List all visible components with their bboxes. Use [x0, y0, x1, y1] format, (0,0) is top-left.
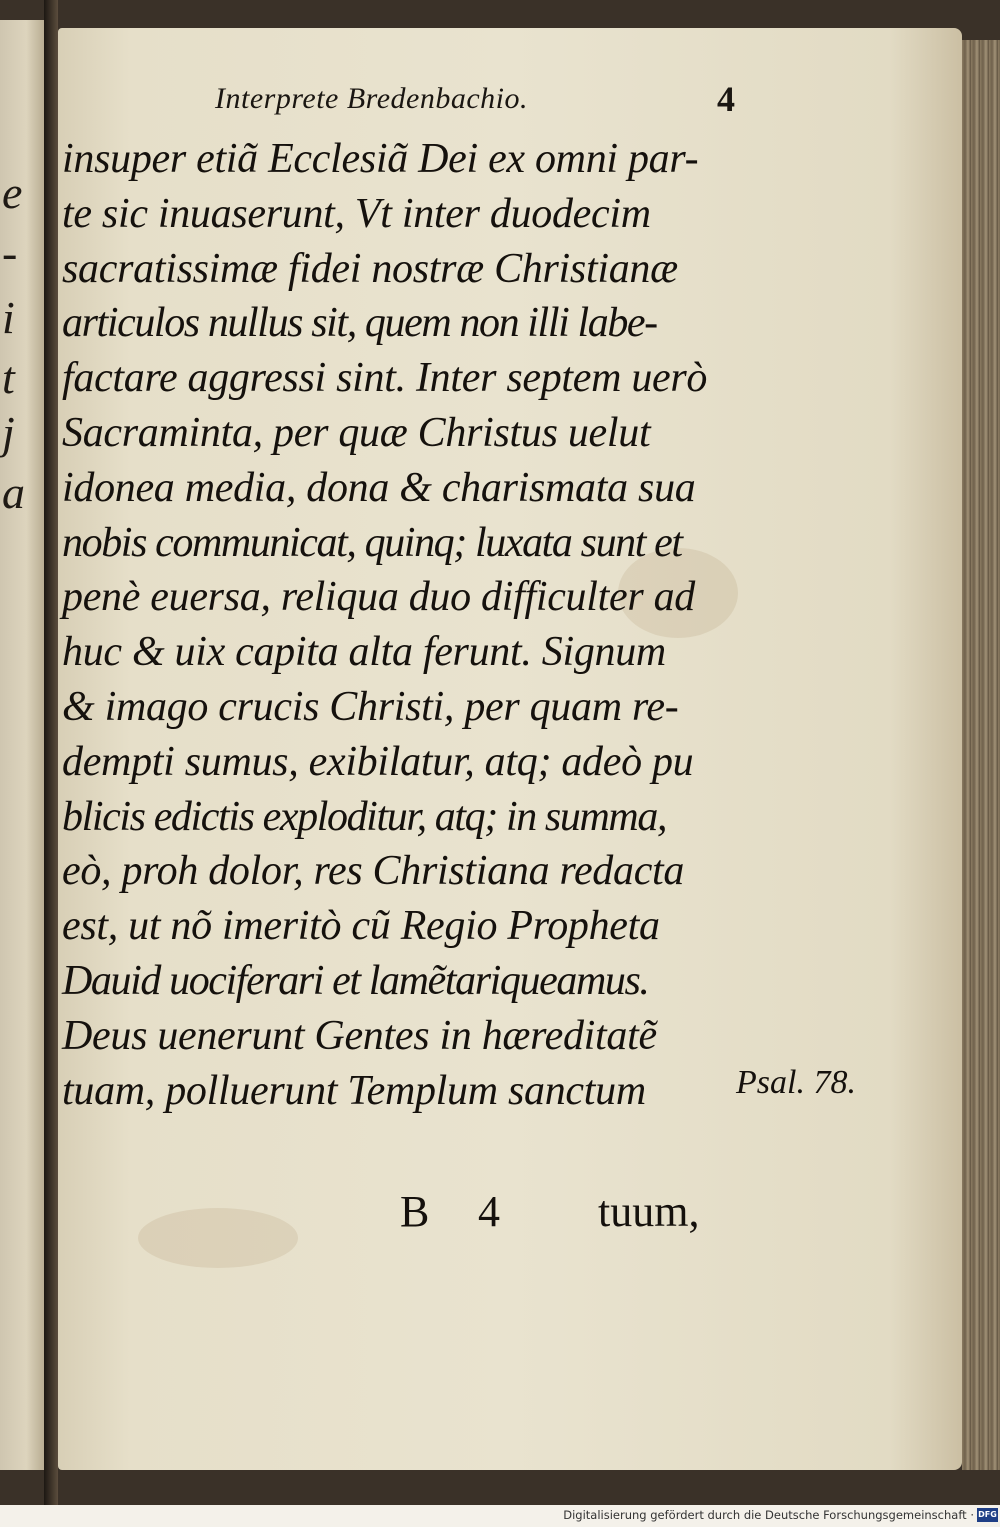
catchword: tuum,	[598, 1187, 700, 1236]
page-number: 4	[717, 79, 735, 119]
book-gutter	[44, 0, 58, 1505]
text-line: est, ut nõ imeritò cũ Regio Propheta	[62, 903, 660, 950]
left-page-fragment: i	[2, 292, 15, 343]
text-line: idonea media, dona & charismata sua	[62, 464, 696, 511]
text-line: penè euersa, reliqua duo difficulter ad	[62, 574, 695, 621]
text-line: sacratissimæ fidei nostræ Christianæ	[62, 245, 678, 292]
text-line: articulos nullus sit, quem non illi labe-	[62, 300, 657, 347]
left-page-fragment: a	[2, 467, 25, 518]
text-line: eò, proh dolor, res Christiana redacta	[62, 848, 685, 895]
text-line: insuper etiã Ecclesiã Dei ex omni par-	[62, 136, 699, 182]
text-line: dempti sumus, exibilatur, atq; adeò pu	[62, 738, 694, 785]
marginal-note: Psal. 78.	[736, 1064, 856, 1101]
left-page-fragment: e	[2, 167, 23, 218]
left-page-edge	[0, 20, 47, 1470]
text-line: nobis communicat, quinq; luxata sunt et	[62, 519, 682, 566]
text-line: & imago crucis Christi, per quam re-	[62, 683, 679, 730]
text-line: factare aggressi sint. Inter septem uerò	[62, 355, 708, 402]
body-text	[62, 132, 742, 1118]
text-line: Sacraminta, per quæ Christus uelut	[62, 409, 651, 456]
dfg-logo-icon: DFG	[977, 1508, 998, 1522]
text-line: te sic inuaserunt, Vt inter duodecim	[62, 190, 651, 237]
left-page-fragment: -	[2, 227, 18, 278]
text-line: blicis edictis exploditur, atq; in summa,	[62, 793, 667, 840]
signature-line	[0, 1186, 1000, 1246]
left-page-fragment: t	[2, 352, 15, 403]
text-line: tuam, polluerunt Templum sanctum	[62, 1067, 646, 1114]
text-line: huc & uix capita alta ferunt. Signum	[62, 629, 666, 676]
running-title: Interprete Bredenbachio.	[215, 82, 529, 115]
footer-bar	[0, 1505, 1000, 1527]
text-line: Dauid uociferari et lamẽtariqueamus.	[62, 957, 649, 1004]
text-line: Deus uenerunt Gentes in hæreditatẽ	[62, 1012, 657, 1059]
funding-credit: Digitalisierung gefördert durch die Deutsche Forschungsgemeinschaft ·	[563, 1508, 974, 1522]
signature-number: 4	[478, 1187, 500, 1236]
running-header	[215, 79, 735, 126]
signature-letter: B	[400, 1187, 430, 1236]
left-page-fragment: j	[2, 407, 15, 458]
page-edges	[962, 40, 1000, 1470]
